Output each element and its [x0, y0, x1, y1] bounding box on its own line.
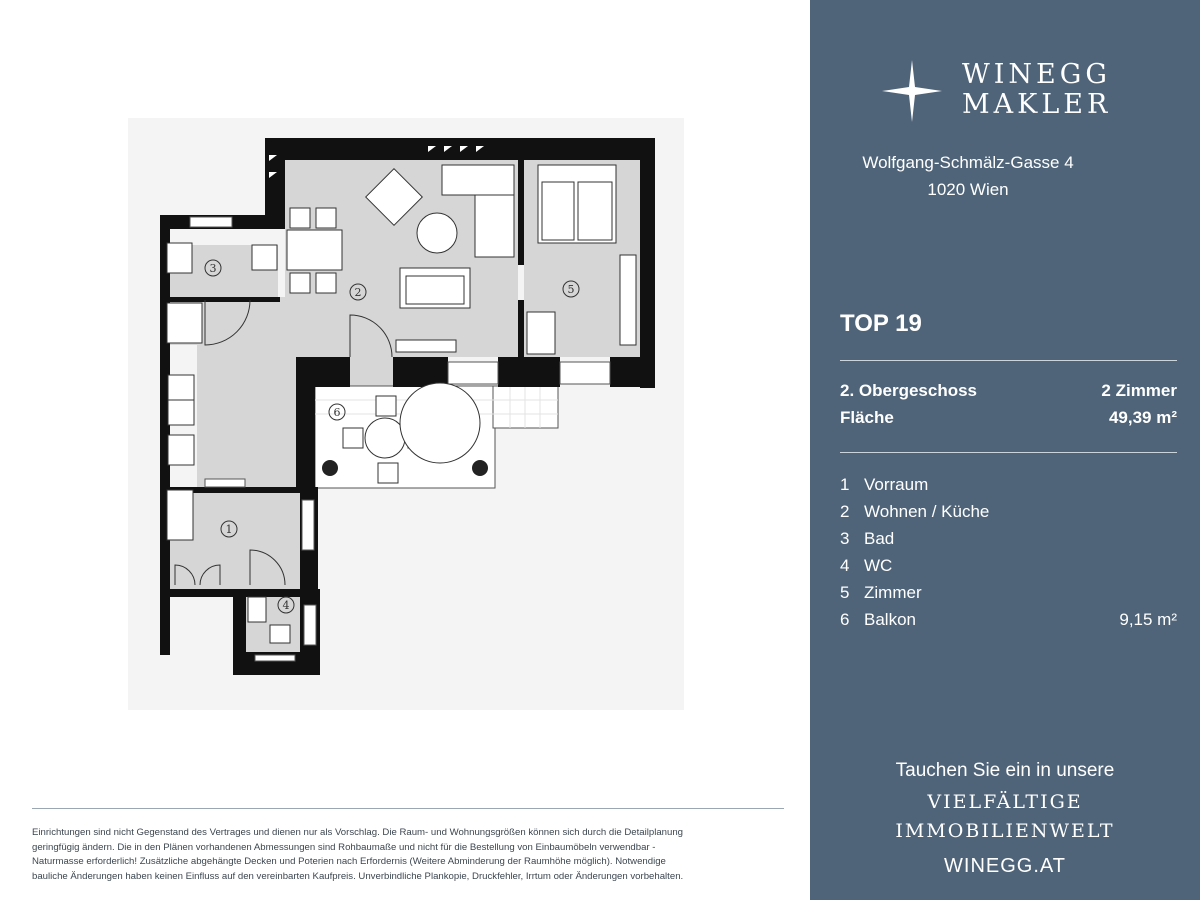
room-list-item [840, 502, 1177, 522]
disclaimer-line: bauliche Änderungen haben keinen Einfluss auf den vereinbarten Kaufpreis. Unverbindliche Plankopie, Druckfehler, Irrtum oder Änderungen vorbehalten. [32, 870, 684, 882]
info-panel [810, 0, 1200, 900]
room-label-4: 4 [282, 599, 290, 612]
floor-label: 2. Obergeschoss [840, 381, 978, 400]
disclaimer-divider [32, 808, 784, 809]
room-name: Vorraum [864, 475, 929, 494]
brand-logo [962, 60, 1111, 120]
room-name: Zimmer [864, 583, 922, 602]
room-list-item [840, 583, 1177, 603]
cta-heading [810, 788, 1200, 846]
star-logo-icon [882, 60, 942, 122]
area-value: 49,39 m² [1108, 408, 1177, 427]
room-name: Balkon [864, 610, 916, 629]
room-label-5: 5 [567, 283, 575, 296]
unit-title: TOP 19 [840, 310, 922, 337]
address-street: Wolfgang-Schmälz-Gasse 4 [862, 153, 1074, 172]
room-list-item [840, 529, 1177, 549]
room-label-2: 2 [354, 286, 362, 299]
cta-heading-line-2: IMMOBILIENWELT [895, 820, 1115, 842]
room-number: 6 [840, 610, 850, 629]
rooms-count: 2 Zimmer [1101, 381, 1177, 400]
room-name: Bad [864, 529, 895, 548]
room-label-6: 6 [333, 406, 341, 419]
floor-plan [128, 118, 684, 710]
brand-line-1: WINEGG [962, 59, 1111, 90]
area-row [840, 408, 1177, 428]
address-city: 1020 Wien [927, 180, 1009, 199]
room-list-item [840, 475, 1177, 495]
room-area: 9,15 m² [1119, 610, 1177, 629]
room-list-item [840, 556, 1177, 576]
divider [840, 360, 1177, 361]
room-name: Wohnen / Küche [864, 502, 990, 521]
room-list-item [840, 610, 1177, 630]
room-number: 5 [840, 583, 850, 602]
room-number: 2 [840, 502, 850, 521]
cta-tagline: Tauchen Sie ein in unsere [895, 760, 1115, 781]
brand-line-2: MAKLER [962, 89, 1112, 120]
cta-heading-line-1: VIELFÄLTIGE [927, 791, 1083, 813]
disclaimer-line: geringfügig ändern. Die in den Plänen vorhandenen Abmessungen sind Rohbaumaße und nicht für die Bestellung von Einbaumöbeln verwendbar - [32, 841, 656, 853]
room-number: 1 [840, 475, 850, 494]
room-label-3: 3 [209, 262, 217, 275]
website-link[interactable]: WINEGG.AT [944, 855, 1066, 877]
floor-plan-drawing [128, 118, 684, 710]
divider [840, 452, 1177, 453]
floor-row [840, 381, 1177, 401]
room-label-1: 1 [225, 523, 233, 536]
disclaimer [32, 826, 792, 884]
disclaimer-line: Einrichtungen sind nicht Gegenstand des Vertrages und dienen nur als Vorschlag. Die Raum- und Wohnungsgrößen können sich durch die Detailplanung [32, 827, 684, 838]
disclaimer-line: Naturmasse erforderlich! Zusätzliche abgehängte Decken und Poterien nach Erfordernis (Weitere Abminderung der Raumhöhe möglich). Notwendige [32, 856, 666, 868]
area-label: Fläche [840, 408, 894, 427]
room-number: 3 [840, 529, 850, 548]
room-name: WC [864, 556, 893, 575]
room-number: 4 [840, 556, 850, 575]
